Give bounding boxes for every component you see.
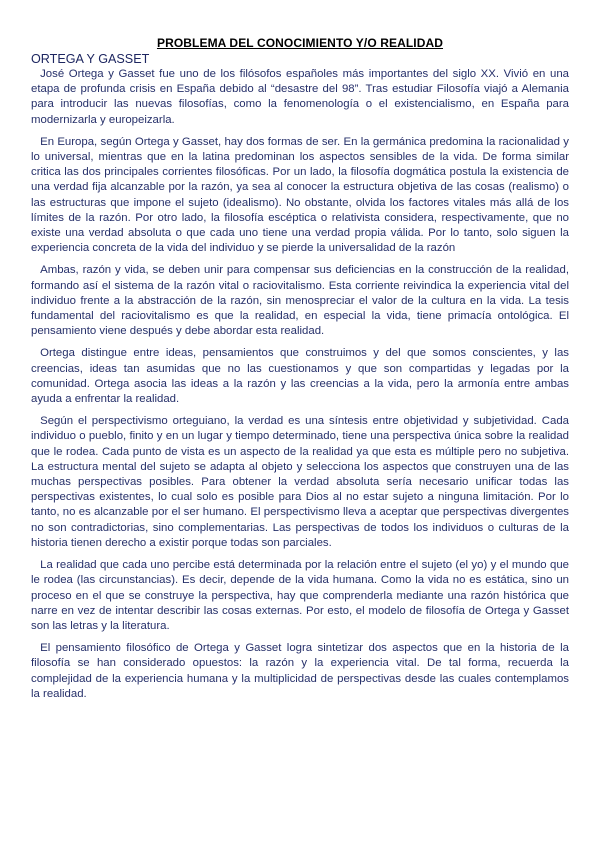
paragraph-raciovitalismo: Ambas, razón y vida, se deben unir para compensar sus deficiencias en la construcción de la realidad, formando así el sistema de la razón vital o raciovitalismo. Esta corriente reivindica la experiencia vital del individuo frente a la abstracción de la razón, sin menospreciar el valor de la cultura en la vida. La tesis fundamental del raciovitalismo es que la realidad, en especial la vida, tiene primacía ontológica. El pensamiento viene después y debe abordar esta realidad. — [31, 264, 569, 338]
paragraph-ideas-creencias: Ortega distingue entre ideas, pensamientos que construimos y del que somos conscientes, y las creencias, ideas tan asumidas que no las cuestionamos y que son compartidas y legadas por la comunidad. Ortega asocia las ideas a la razón y las creencias a la vida, pero la armonía entre ambas ayuda a enfrentar la realidad. — [31, 347, 569, 406]
page-title: PROBLEMA DEL CONOCIMIENTO Y/O REALIDAD — [156, 36, 444, 50]
paragraph-europa: En Europa, según Ortega y Gasset, hay dos formas de ser. En la germánica predomina la racionalidad y lo universal, mientras que en la latina predominan los aspectos sensibles de la vida. De forma similar critica las dos principales corrientes filosóficas. Por un lado, la filosofía dogmática postula la existencia de una verdad fija alcanzable por la razón, ya sea al conocer la estructura objetiva de las cosas (realismo) o las estructuras que impone el sujeto (idealismo). No obstante, olvida los factores vitales más allá de los límites de la razón. Por otro lado, la filosofía escéptica o relativista considera, respectivamente, que no existe una verdad absoluta o que cada uno tiene una verdad propia válida. Por lo tanto, solo siguen la experiencia concreta de la vida del individuo y se pierde la universalidad de la razón — [31, 135, 569, 255]
paragraph-intro: José Ortega y Gasset fue uno de los filósofos españoles más importantes del siglo XX. Vivió en una etapa de profunda crisis en España debido al “desastre del 98”. Tras estudiar Filosofía viajó a Alemania para introducir las nuevas filosofías, como la fenomenología o el existencialismo, en España para modernizarla y europeizarla. — [31, 68, 569, 126]
author-subtitle: ORTEGA Y GASSET — [31, 52, 150, 66]
paragraph-perspectivismo: Según el perspectivismo orteguiano, la verdad es una síntesis entre objetividad y subjetividad. Cada individuo o pueblo, finito y en un lugar y tiempo determinado, tiene una perspectiva única sobre la realidad que le rodea. Cada punto de vista es un aspecto de la realidad ya que esta es múltiple pero no subjetiva. La estructura mental del sujeto se adapta al objeto y selecciona los aspectos que construyen una de las muchas perspectivas posibles. Para obtener la verdad absoluta sería necesario unificar todas las perspectivas existentes, lo cual solo es posible para Dios al no estar sujeto a ninguna limitación. Por lo tanto, no es alcanzable por el ser humano. El perspectivismo lleva a aceptar que perspectivas divergentes no son contradictorias, sino complementarias. Las perspectivas de todos los individuos o culturas de la historia tienen derecho a existir porque todas son parciales. — [31, 415, 569, 549]
paragraph-conclusion: El pensamiento filosófico de Ortega y Gasset logra sintetizar dos aspectos que en la historia de la filosofía se han considerado opuestos: la razón y la experiencia vital. De tal forma, recuerda la complejidad de la experiencia humana y la multiplicidad de perspectivas desde las cuales contemplamos la realidad. — [31, 642, 569, 700]
paragraph-razon-historica: La realidad que cada uno percibe está determinada por la relación entre el sujeto (el yo) y el mundo que le rodea (las circunstancias). Es decir, depende de la vida humana. Como la vida no es estática, sino un proceso en el que se construye la perspectiva, hay que comprenderla mediante una razón histórica que narre en vez de intentar describir las cosas externas. Por esto, el modelo de filosofía de Ortega y Gasset son las letras y la literatura. — [31, 559, 569, 632]
